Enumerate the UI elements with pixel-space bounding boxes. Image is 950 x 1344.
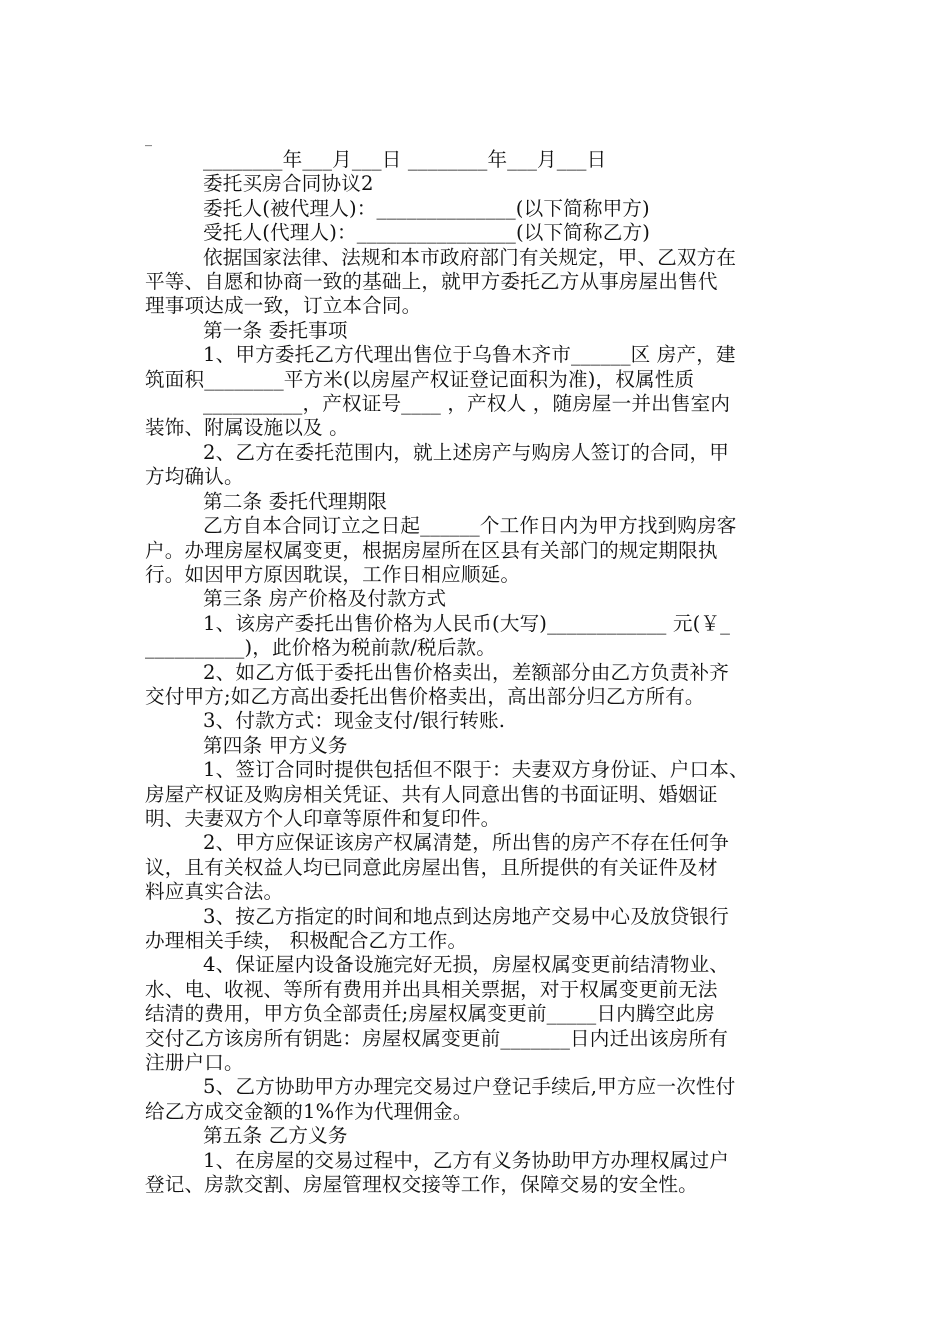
text-line: 装饰、附属设施以及 。 bbox=[145, 416, 349, 440]
text-line: 1、该房产委托出售价格为人民币(大写)____________ 元(￥_ bbox=[203, 611, 731, 635]
text-line: 2、如乙方低于委托出售价格卖出，差额部分由乙方负责补齐 bbox=[203, 660, 729, 684]
text-line: 方均确认。 bbox=[145, 465, 244, 489]
document-body bbox=[145, 148, 810, 1197]
text-line: 受托人(代理人)：________________(以下简称乙方) bbox=[203, 221, 650, 245]
text-line: __________，产权证号____ ，产权人 ，随房屋一并出售室内 bbox=[203, 392, 731, 416]
text-line: 5、乙方协助甲方办理完交易过户登记手续后,甲方应一次性付 bbox=[203, 1075, 736, 1099]
text-line: 第四条 甲方义务 bbox=[203, 733, 348, 757]
text-line: 结清的费用，甲方负全部责任;房屋权属变更前_____日内腾空此房 bbox=[145, 1002, 715, 1026]
text-line: 给乙方成交金额的1%作为代理佣金。 bbox=[145, 1099, 473, 1123]
text-line: 乙方自本合同订立之日起______个工作日内为甲方找到购房客 bbox=[203, 514, 737, 538]
text-line: 第三条 房产价格及付款方式 bbox=[203, 587, 447, 611]
document-text bbox=[145, 148, 810, 1197]
text-line: 1、在房屋的交易过程中，乙方有义务协助甲方办理权属过户 bbox=[203, 1148, 729, 1172]
text-line: 办理相关手续， 积极配合乙方工作。 bbox=[145, 929, 468, 952]
text-line: 注册户口。 bbox=[145, 1051, 244, 1075]
text-line: 行。如因甲方原因耽误，工作日相应顺延。 bbox=[145, 562, 521, 586]
text-line: 3、按乙方指定的时间和地点到达房地产交易中心及放贷银行 bbox=[203, 904, 729, 928]
corner-mark: _ bbox=[145, 131, 152, 147]
text-line: 依据国家法律、法规和本市政府部门有关规定，甲、乙双方在 bbox=[203, 245, 737, 269]
text-line: 委托人(被代理人)：______________(以下简称甲方) bbox=[203, 196, 650, 220]
text-line: 3、付款方式：现金支付/银行转账. bbox=[203, 709, 506, 733]
text-line: 平等、自愿和协商一致的基础上，就甲方委托乙方从事房屋出售代 bbox=[145, 270, 718, 294]
text-line: 户。办理房屋权属变更，根据房屋所在区县有关部门的规定期限执 bbox=[145, 538, 718, 562]
text-line: 筑面积________平方米(以房屋产权证登记面积为准)，权属性质 bbox=[145, 367, 695, 391]
text-line: 房屋产权证及购房相关凭证、共有人同意出售的书面证明、婚姻证 bbox=[145, 782, 718, 806]
text-line: 第二条 委托代理期限 bbox=[203, 489, 388, 513]
text-line: 1、签订合同时提供包括但不限于：夫妻双方身份证、户口本、 bbox=[203, 758, 749, 782]
text-line: 议，且有关权益人均已同意此房屋出售，且所提供的有关证件及材 bbox=[145, 855, 718, 879]
text-line: __________)，此价格为税前款/税后款。 bbox=[145, 636, 496, 660]
text-line: 明、夫妻双方个人印章等原件和复印件。 bbox=[145, 806, 501, 830]
text-line: 第五条 乙方义务 bbox=[203, 1124, 348, 1148]
text-line: 交付甲方;如乙方高出委托出售价格卖出，高出部分归乙方所有。 bbox=[145, 684, 705, 708]
text-line: 第一条 委托事项 bbox=[203, 318, 348, 342]
text-line: 水、电、收视、等所有费用并出具相关票据，对于权属变更前无法 bbox=[145, 977, 718, 1001]
text-line: 料应真实合法。 bbox=[145, 880, 284, 904]
text-line: 交付乙方该房所有钥匙：房屋权属变更前_______日内迁出该房所有 bbox=[145, 1026, 728, 1050]
text-line: 2、乙方在委托范围内，就上述房产与购房人签订的合同，甲 bbox=[203, 440, 729, 464]
text-line: 登记、房款交割、房屋管理权交接等工作，保障交易的安全性。 bbox=[145, 1173, 698, 1197]
text-line: ________年___月___日 ________年___月___日 bbox=[203, 148, 607, 171]
text-line: 2、甲方应保证该房产权属清楚，所出售的房产不存在任何争 bbox=[203, 831, 729, 855]
text-line: 1、甲方委托乙方代理出售位于乌鲁木齐市______区 房产，建 bbox=[203, 343, 736, 367]
text-line: 4、保证屋内设备设施完好无损，房屋权属变更前结清物业、 bbox=[203, 953, 729, 977]
text-line: 委托买房合同协议2 bbox=[203, 172, 374, 196]
text-line: 理事项达成一致，订立本合同。 bbox=[145, 294, 422, 318]
